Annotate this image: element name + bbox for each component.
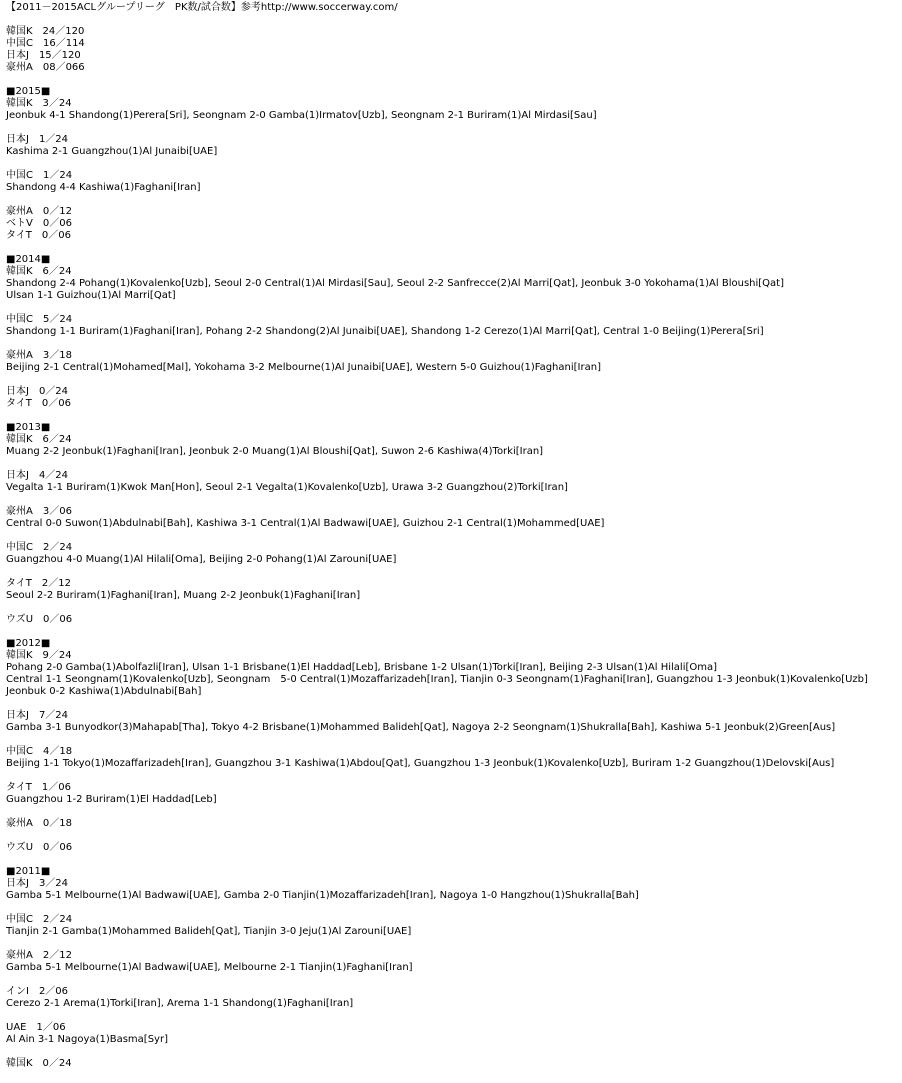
spacer (6, 14, 896, 26)
total-row: 日本J 15／120 (6, 50, 81, 61)
match-line: Muang 2-2 Jeonbuk(1)Faghani[Iran], Jeonbuk 2-0 Muang(1)Al Bloushi[Qat], Suwon 2-6 Kashiwa(4)Torki[Iran] (6, 446, 544, 457)
total-row: 中国C 16／114 (6, 38, 85, 49)
league-pk-count: 中国C 2／24 (6, 914, 73, 925)
league-pk-count: 豪州A 3／18 (6, 350, 72, 361)
match-line: Central 0-0 Suwon(1)Abdulnabi[Bah], Kashiwa 3-1 Central(1)Al Badwawi[UAE], Guizhou 2-1 Central(1)Mohammed[UAE] (6, 518, 605, 529)
league-group (6, 1058, 896, 1070)
league-pk-count: ウズU 0／06 (6, 614, 73, 625)
match-line: タイT 0／06 (6, 398, 71, 409)
year-section (6, 422, 896, 626)
league-pk-count: UAE 1／06 (6, 1022, 66, 1033)
league-pk-count: 中国C 2／24 (6, 542, 73, 553)
year-section (6, 254, 896, 410)
spacer (6, 530, 896, 542)
league-group (6, 266, 896, 302)
league-group (6, 434, 896, 458)
league-group (6, 986, 896, 1010)
page-title: 【2011－2015ACLグループリーグ PK数/試合数】参考http://www.soccerway.com/ (6, 2, 398, 13)
league-pk-count: 中国C 1／24 (6, 170, 73, 181)
spacer (6, 242, 896, 254)
spacer (6, 122, 896, 134)
match-line: Tianjin 2-1 Gamba(1)Mohammed Balideh[Qat], Tianjin 3-0 Jeju(1)Al Zarouni[UAE] (6, 926, 412, 937)
league-group (6, 710, 896, 734)
match-line: Shandong 1-1 Buriram(1)Faghani[Iran], Pohang 2-2 Shandong(2)Al Junaibi[UAE], Shandong 1-2 Cerezo(1)Al Marri[Qat], Central 1-0 Beijing(1)Perera[Sri] (6, 326, 764, 337)
league-group (6, 470, 896, 494)
year-heading: ■2013■ (6, 422, 51, 433)
match-line: ベトV 0／06 (6, 218, 72, 229)
spacer (6, 374, 896, 386)
year-section (6, 866, 896, 1070)
league-pk-count: 日本J 3／24 (6, 878, 69, 889)
match-line: Guangzhou 1-2 Buriram(1)El Haddad[Leb] (6, 794, 217, 805)
match-line: Jeonbuk 0-2 Kashiwa(1)Abdulnabi[Bah] (6, 686, 202, 697)
league-pk-count: 中国C 4／18 (6, 746, 73, 757)
match-line: Ulsan 1-1 Guizhou(1)Al Marri[Qat] (6, 290, 176, 301)
spacer (6, 338, 896, 350)
spacer (6, 974, 896, 986)
league-group (6, 386, 896, 410)
league-pk-count: 韓国K 9／24 (6, 650, 72, 661)
spacer (6, 602, 896, 614)
match-line: Pohang 2-0 Gamba(1)Abolfazli[Iran], Ulsan 1-1 Brisbane(1)El Haddad[Leb], Brisbane 1-2 Ulsan(1)Torki[Iran], Beijing 2-3 Ulsan(1)Al Hilali[Oma] (6, 662, 718, 673)
year-heading: ■2015■ (6, 86, 51, 97)
spacer (6, 626, 896, 638)
league-group (6, 782, 896, 806)
year-heading: ■2014■ (6, 254, 51, 265)
spacer (6, 566, 896, 578)
league-pk-count: 日本J 7／24 (6, 710, 69, 721)
league-pk-count: 韓国K 6／24 (6, 434, 72, 445)
match-line: Gamba 5-1 Melbourne(1)Al Badwawi[UAE], Melbourne 2-1 Tianjin(1)Faghani[Iran] (6, 962, 413, 973)
league-group (6, 650, 896, 698)
league-group (6, 506, 896, 530)
league-group (6, 206, 896, 242)
match-line: Beijing 1-1 Tokyo(1)Mozaffarizadeh[Iran], Guangzhou 3-1 Kashiwa(1)Abdou[Qat], Guangzhou 1-3 Jeonbuk(1)Kovalenko[Uzb], Buriram 1-2 Guangzhou(1)Delovski[Aus] (6, 758, 835, 769)
match-line: Gamba 3-1 Bunyodkor(3)Mahapab[Tha], Tokyo 4-2 Brisbane(1)Mohammed Balideh[Qat], Nagoya 2-2 Seongnam(1)Shukralla[Bah], Kashiwa 5-1 Jeonbuk(2)Green[Aus] (6, 722, 836, 733)
year-section (6, 638, 896, 854)
league-pk-count: ウズU 0／06 (6, 842, 73, 853)
league-pk-count: 豪州A 0／18 (6, 818, 72, 829)
spacer (6, 1046, 896, 1058)
year-heading: ■2011■ (6, 866, 51, 877)
spacer (6, 494, 896, 506)
league-group (6, 578, 896, 602)
league-group (6, 950, 896, 974)
league-pk-count: 豪州A 3／06 (6, 506, 72, 517)
year-heading: ■2012■ (6, 638, 51, 649)
total-row: 韓国K 24／120 (6, 26, 85, 37)
match-line: Guangzhou 4-0 Muang(1)Al Hilali[Oma], Beijing 2-0 Pohang(1)Al Zarouni[UAE] (6, 554, 397, 565)
match-line: Al Ain 3-1 Nagoya(1)Basma[Syr] (6, 1034, 168, 1045)
spacer (6, 806, 896, 818)
league-pk-count: 韓国K 6／24 (6, 266, 72, 277)
match-line: Shandong 4-4 Kashiwa(1)Faghani[Iran] (6, 182, 201, 193)
totals-block (6, 26, 896, 74)
spacer (6, 902, 896, 914)
league-pk-count: 日本J 0／24 (6, 386, 69, 397)
years-container (6, 74, 896, 1070)
league-group (6, 350, 896, 374)
total-row: 豪州A 08／066 (6, 62, 85, 73)
league-group (6, 170, 896, 194)
league-group (6, 878, 896, 902)
match-line: Vegalta 1-1 Buriram(1)Kwok Man[Hon], Seoul 2-1 Vegalta(1)Kovalenko[Uzb], Urawa 3-2 Guangzhou(2)Torki[Iran] (6, 482, 568, 493)
spacer (6, 194, 896, 206)
league-pk-count: 韓国K 0／24 (6, 1058, 72, 1069)
league-group (6, 98, 896, 122)
league-group (6, 134, 896, 158)
league-pk-count: タイT 2／12 (6, 578, 71, 589)
spacer (6, 698, 896, 710)
spacer (6, 830, 896, 842)
spacer (6, 458, 896, 470)
league-group (6, 746, 896, 770)
league-pk-count: 韓国K 3／24 (6, 98, 72, 109)
league-group (6, 842, 896, 854)
spacer (6, 734, 896, 746)
spacer (6, 410, 896, 422)
match-line: Kashima 2-1 Guangzhou(1)Al Junaibi[UAE] (6, 146, 218, 157)
match-line: Shandong 2-4 Pohang(1)Kovalenko[Uzb], Seoul 2-0 Central(1)Al Mirdasi[Sau], Seoul 2-2 Sanfrecce(2)Al Marri[Qat], Jeonbuk 3-0 Yokohama(1)Al Bloushi[Qat] (6, 278, 784, 289)
match-line: Central 1-1 Seongnam(1)Kovalenko[Uzb], Seongnam 5-0 Central(1)Mozaffarizadeh[Iran], Tianjin 0-3 Seongnam(1)Faghani[Iran], Guangzhou 1-3 Jeonbuk(1)Kovalenko[Uzb] (6, 674, 868, 685)
league-group (6, 1022, 896, 1046)
spacer (6, 74, 896, 86)
spacer (6, 158, 896, 170)
spacer (6, 770, 896, 782)
league-pk-count: タイT 1／06 (6, 782, 71, 793)
league-pk-count: 日本J 4／24 (6, 470, 69, 481)
league-pk-count: 中国C 5／24 (6, 314, 73, 325)
match-line: Seoul 2-2 Buriram(1)Faghani[Iran], Muang 2-2 Jeonbuk(1)Faghani[Iran] (6, 590, 361, 601)
league-group (6, 614, 896, 626)
match-line: タイT 0／06 (6, 230, 71, 241)
spacer (6, 938, 896, 950)
league-group (6, 914, 896, 938)
spacer (6, 302, 896, 314)
league-group (6, 818, 896, 830)
spacer (6, 1010, 896, 1022)
league-pk-count: インI 2／06 (6, 986, 69, 997)
spacer (6, 854, 896, 866)
match-line: Gamba 5-1 Melbourne(1)Al Badwawi[UAE], Gamba 2-0 Tianjin(1)Mozaffarizadeh[Iran], Nagoya 1-0 Hangzhou(1)Shukralla[Bah] (6, 890, 639, 901)
year-section (6, 86, 896, 242)
match-line: Cerezo 2-1 Arema(1)Torki[Iran], Arema 1-1 Shandong(1)Faghani[Iran] (6, 998, 354, 1009)
league-pk-count: 豪州A 0／12 (6, 206, 72, 217)
match-line: Beijing 2-1 Central(1)Mohamed[Mal], Yokohama 3-2 Melbourne(1)Al Junaibi[UAE], Western 5-0 Guizhou(1)Faghani[Iran] (6, 362, 601, 373)
league-pk-count: 日本J 1／24 (6, 134, 69, 145)
league-group (6, 542, 896, 566)
league-pk-count: 豪州A 2／12 (6, 950, 72, 961)
league-group (6, 314, 896, 338)
match-line: Jeonbuk 4-1 Shandong(1)Perera[Sri], Seongnam 2-0 Gamba(1)Irmatov[Uzb], Seongnam 2-1 Buriram(1)Al Mirdasi[Sau] (6, 110, 597, 121)
